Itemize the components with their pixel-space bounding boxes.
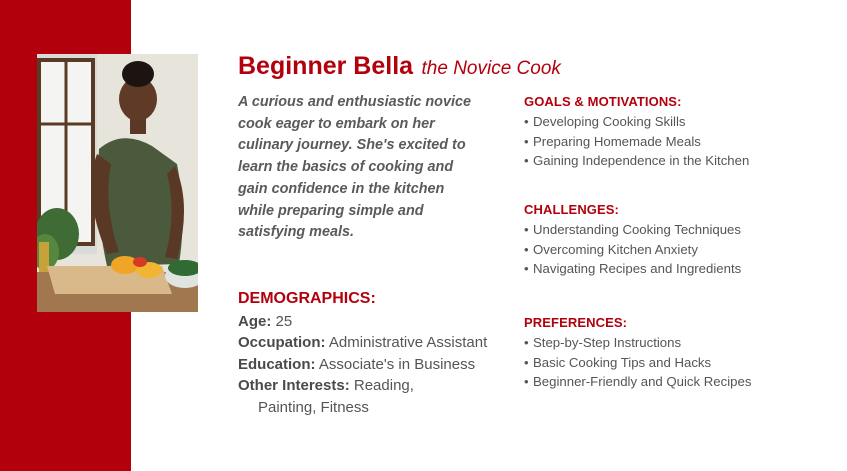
challenges-section	[524, 202, 824, 279]
goals-heading: GOALS & MOTIVATIONS:	[524, 94, 682, 109]
demographics-education	[238, 354, 513, 375]
demographics-heading: DEMOGRAPHICS:	[238, 290, 376, 307]
bullet-icon: •	[524, 354, 529, 370]
age-value: 25	[275, 313, 293, 330]
list-item: • Beginner-Friendly and Quick Recipes	[524, 372, 824, 392]
bullet-icon: •	[524, 335, 529, 350]
bullet-icon: •	[524, 222, 529, 237]
bullet-icon: •	[524, 153, 529, 169]
bullet-icon: •	[524, 241, 529, 257]
list-item: • Overcoming Kitchen Anxiety	[524, 240, 824, 260]
interests-value-line1: Reading,	[353, 377, 414, 395]
list-item: • Preparing Homemade Meals	[524, 132, 824, 152]
persona-name: Beginner Bella	[238, 52, 414, 80]
list-item: • Understanding Cooking Techniques	[524, 220, 824, 240]
demographics-section	[238, 290, 513, 418]
persona-photo	[37, 54, 198, 312]
challenges-list	[524, 220, 824, 279]
bullet-icon: •	[524, 114, 529, 129]
persona-subtitle: the Novice Cook	[421, 58, 561, 79]
list-item: • Navigating Recipes and Ingredients	[524, 259, 824, 279]
challenges-heading: CHALLENGES:	[524, 202, 619, 217]
preferences-list	[524, 333, 824, 392]
goals-section	[524, 94, 824, 171]
bullet-icon: •	[524, 374, 529, 390]
demographics-occupation	[238, 332, 513, 353]
occupation-value: Administrative Assistant	[328, 334, 488, 352]
bullet-icon: •	[524, 261, 529, 277]
occupation-label: Occupation:	[238, 334, 326, 352]
education-value: Associate's in Business	[318, 355, 476, 373]
persona-title	[238, 52, 561, 81]
interests-label: Other Interests:	[238, 377, 350, 395]
persona-bio: A curious and enthusiastic novice cook eager to embark on her culinary journey. She's excited to learn the basics of cooking and gain confidence in the kitchen while preparing simple and satisfying meals.	[238, 94, 471, 241]
age-label: Age:	[238, 313, 272, 330]
demographics-age	[238, 311, 513, 332]
list-item: • Basic Cooking Tips and Hacks	[524, 353, 824, 373]
preferences-section	[524, 315, 824, 392]
demographics-interests	[238, 375, 513, 418]
list-item: • Step-by-Step Instructions	[524, 333, 824, 353]
bullet-icon: •	[524, 133, 529, 149]
list-item: • Developing Cooking Skills	[524, 112, 824, 132]
list-item: • Gaining Independence in the Kitchen	[524, 151, 824, 171]
education-label: Education:	[238, 355, 316, 373]
interests-value-line2: Painting, Fitness	[258, 398, 369, 416]
goals-list	[524, 112, 824, 171]
preferences-heading: PREFERENCES:	[524, 315, 628, 330]
